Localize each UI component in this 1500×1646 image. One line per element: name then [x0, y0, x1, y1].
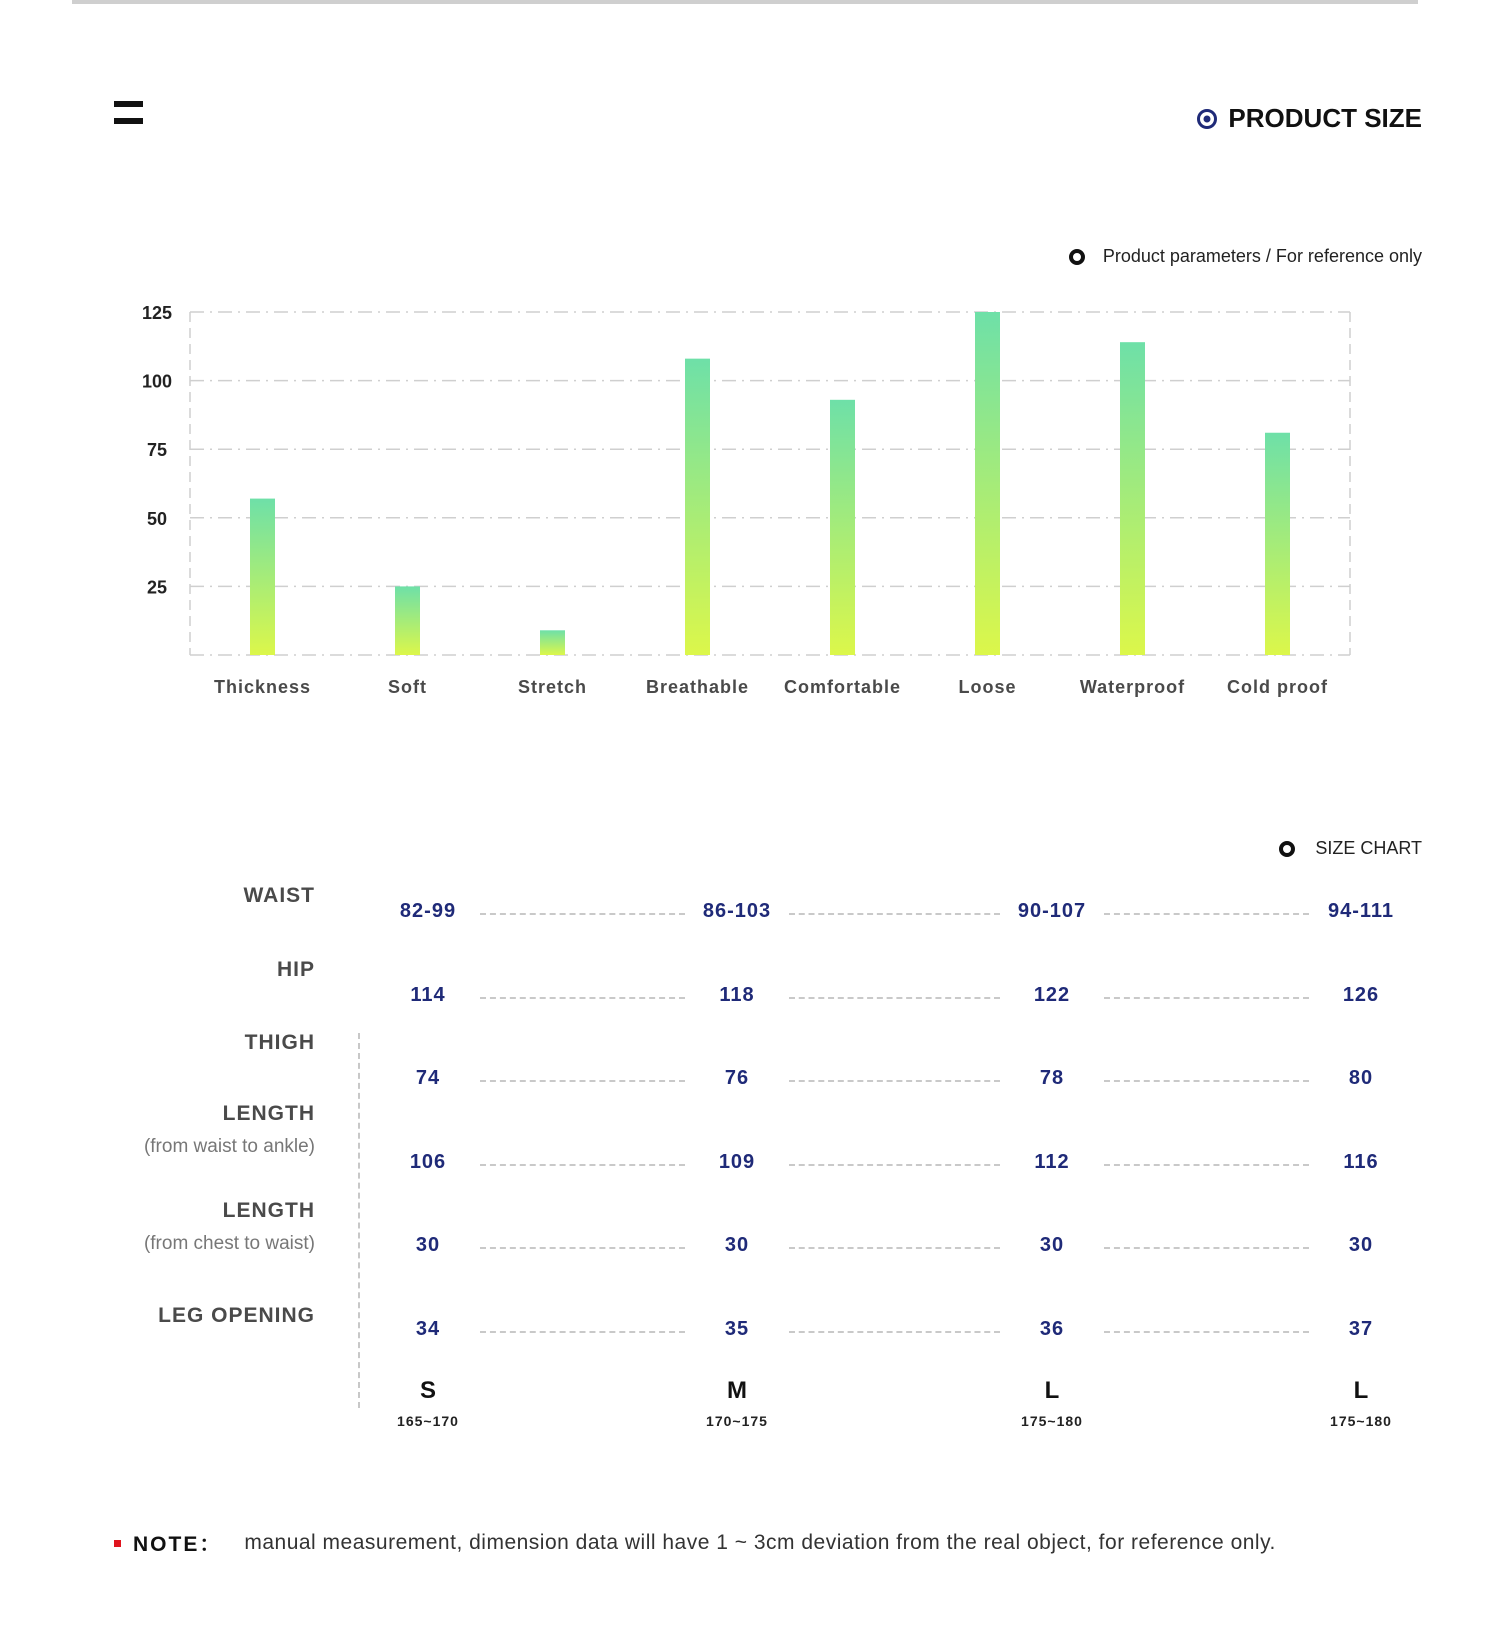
y-tick-label: 100	[141, 371, 173, 392]
row-label: LEG OPENING	[158, 1304, 315, 1327]
row-dash-line	[1104, 997, 1309, 999]
row-dash-line	[1104, 1331, 1309, 1333]
size-value: 90-107	[1017, 900, 1087, 922]
parameter-bar-chart	[0, 290, 1500, 710]
size-value: 30	[1039, 1234, 1065, 1256]
row-dash-line	[789, 1164, 1000, 1166]
size-value: 78	[1039, 1067, 1065, 1089]
size-value: 80	[1348, 1067, 1374, 1089]
x-category-label: Loose	[958, 677, 1017, 697]
size-value: 86-103	[702, 900, 772, 922]
row-label: WAIST	[243, 884, 315, 907]
size-chart-title-text: SIZE CHART	[1315, 838, 1422, 858]
row-dash-line	[480, 913, 685, 915]
x-category-label: Comfortable	[783, 677, 902, 697]
row-sublabel: (from chest to waist)	[143, 1233, 315, 1254]
size-height-range: 175~180	[1330, 1413, 1392, 1429]
bar-comfortable	[830, 400, 855, 655]
size-value: 112	[1034, 1151, 1070, 1173]
row-dash-line	[480, 1331, 685, 1333]
x-category-label: Thickness	[213, 677, 312, 697]
size-value: 116	[1343, 1151, 1379, 1173]
row-dash-line	[480, 997, 685, 999]
bar-loose	[975, 312, 1000, 655]
row-dash-line	[789, 1331, 1000, 1333]
bar-waterproof	[1120, 342, 1145, 655]
y-tick-label: 125	[141, 303, 173, 323]
chart-note	[1069, 246, 1422, 267]
ring-icon	[1279, 841, 1295, 857]
ring-icon	[1069, 249, 1085, 265]
size-value: 114	[410, 984, 446, 1006]
bar-stretch	[540, 630, 565, 655]
size-value: 36	[1039, 1318, 1065, 1340]
bar-cold-proof	[1265, 433, 1290, 655]
size-value: 118	[719, 984, 755, 1006]
x-category-label: Soft	[388, 677, 427, 697]
row-dash-line	[1104, 1080, 1309, 1082]
size-height-range: 175~180	[1021, 1413, 1083, 1429]
size-value: 30	[724, 1234, 750, 1256]
size-value: 94-111	[1327, 900, 1395, 922]
row-dash-line	[1104, 913, 1309, 915]
row-dash-line	[480, 1080, 685, 1082]
bar-breathable	[685, 359, 710, 655]
row-label: LENGTH	[222, 1102, 315, 1125]
size-value: 37	[1348, 1318, 1374, 1340]
size-chart-title	[1279, 838, 1422, 859]
row-dash-line	[789, 997, 1000, 999]
page-title-text: PRODUCT SIZE	[1228, 103, 1422, 133]
size-value: 30	[415, 1234, 441, 1256]
size-name: S	[419, 1377, 436, 1404]
y-tick-label: 50	[146, 508, 168, 529]
target-icon	[1196, 108, 1218, 130]
top-divider	[72, 0, 1418, 4]
y-tick-label: 25	[146, 577, 168, 598]
size-value: 109	[718, 1151, 756, 1173]
menu-icon[interactable]	[114, 101, 143, 125]
row-dash-line	[1104, 1164, 1309, 1166]
row-label: LENGTH	[222, 1199, 315, 1222]
size-height-range: 165~170	[397, 1413, 459, 1429]
size-height-range: 170~175	[706, 1413, 768, 1429]
row-dash-line	[480, 1247, 685, 1249]
footer-note	[114, 1528, 1276, 1558]
size-name: M	[727, 1377, 747, 1404]
y-tick-label: 75	[146, 440, 168, 461]
size-value: 126	[1342, 984, 1380, 1006]
row-sublabel: (from waist to ankle)	[143, 1136, 315, 1157]
size-value: 74	[415, 1067, 441, 1089]
size-value: 76	[724, 1067, 750, 1089]
chart-note-text: Product parameters / For reference only	[1102, 246, 1422, 266]
size-value: 34	[415, 1318, 441, 1340]
page-title	[1196, 103, 1422, 134]
row-dash-line	[789, 913, 1000, 915]
note-label: NOTE：	[133, 1533, 223, 1556]
size-value: 106	[409, 1151, 447, 1173]
row-dash-line	[789, 1080, 1000, 1082]
row-dash-line	[480, 1164, 685, 1166]
x-category-label: Waterproof	[1079, 677, 1186, 697]
size-value: 30	[1348, 1234, 1374, 1256]
note-text: manual measurement, dimension data will have 1 ~ 3cm deviation from the real object, for reference only.	[244, 1531, 1276, 1554]
size-value: 35	[724, 1318, 750, 1340]
note-bullet	[114, 1540, 121, 1547]
row-dash-line	[1104, 1247, 1309, 1249]
size-name: L	[1353, 1377, 1369, 1404]
x-category-label: Breathable	[645, 677, 750, 697]
bar-thickness	[250, 499, 275, 655]
row-label: HIP	[276, 958, 315, 981]
size-name: L	[1044, 1377, 1060, 1404]
row-dash-line	[789, 1247, 1000, 1249]
x-category-label: Stretch	[517, 677, 588, 697]
x-category-label: Cold proof	[1227, 677, 1328, 697]
row-label: THIGH	[244, 1031, 315, 1054]
bar-soft	[395, 586, 420, 655]
size-value: 82-99	[399, 900, 457, 922]
size-value: 122	[1033, 984, 1071, 1006]
